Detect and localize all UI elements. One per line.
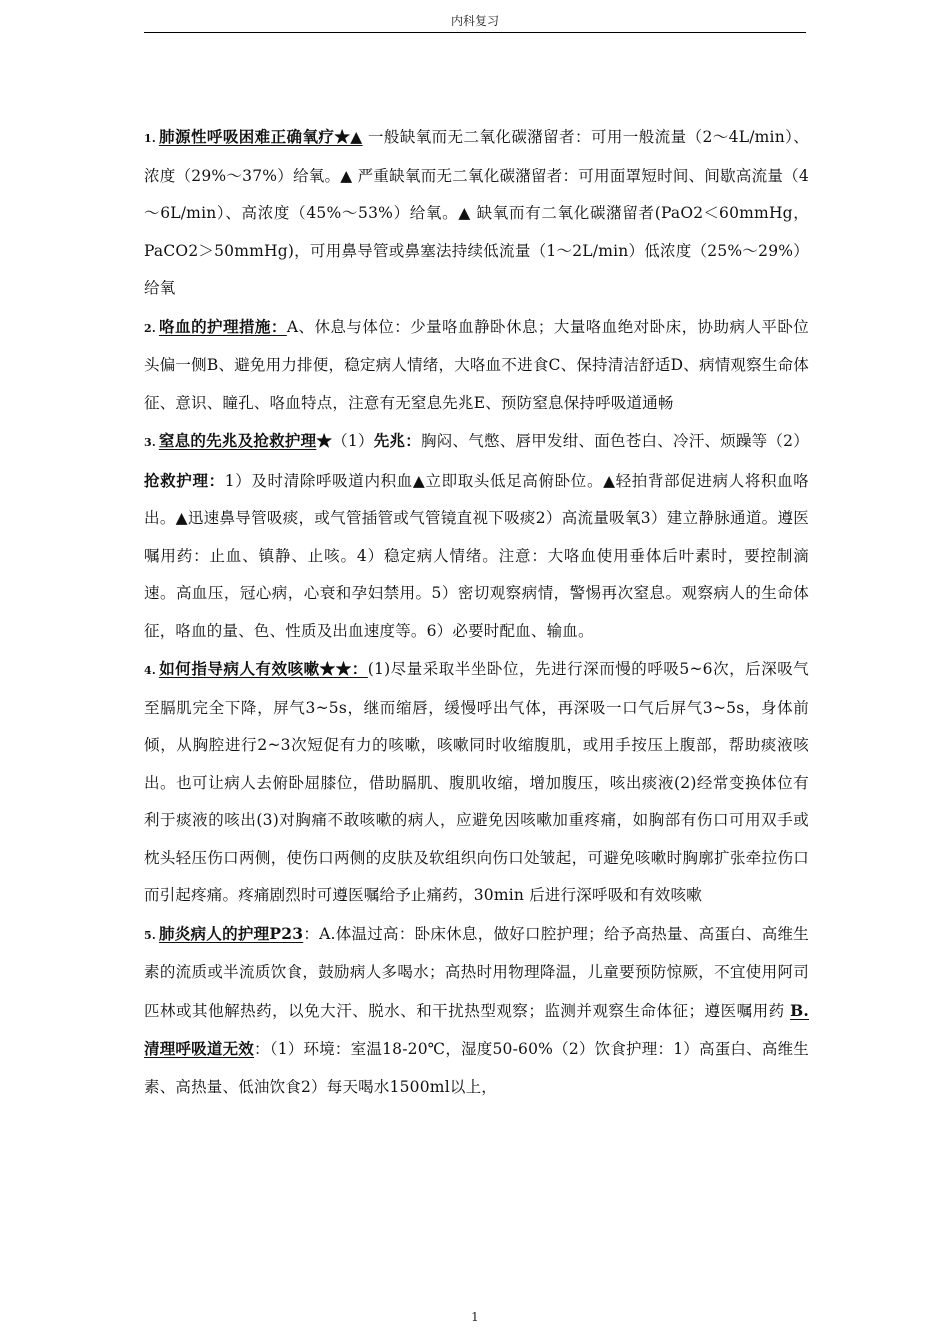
item-text: ：（1）环境：室温18-20℃，湿度50-60%（2）饮食护理：1）高蛋白、高维生素、高热量、低油饮食2）每天喝水1500ml以上， [144, 1040, 809, 1096]
page-number: 1 [471, 1310, 479, 1324]
list-item-5 [144, 915, 809, 1107]
item-text: 1）及时清除呼吸道内积血▲立即取头低足高俯卧位。▲轻拍背部促进病人将积血咯出。▲迅速鼻导管吸痰，或气管插管或气管镜直视下吸痰2）高流量吸氧3）建立静脉通道。遵医嘱用药：止血、镇静、止咳。4）稳定病人情绪。注意：大咯血使用垂体后叶素时，要控制滴速。高血压，冠心病，心衰和孕妇禁用。5）密切观察病情，警惕再次窒息。观察病人的生命体征，咯血的量、色、性质及出血速度等。6）必要时配血、输血。 [144, 471, 809, 640]
list-item-3 [144, 422, 809, 650]
list-item-2 [144, 308, 809, 423]
item-text: A、休息与体位：少量咯血静卧休息；大量咯血绝对卧床，协助病人平卧位头偏一侧B、避免用力排便，稳定病人情绪，大咯血不进食C、保持清洁舒适D、病情观察生命体征、意识、瞳孔、咯血特点，注意有无窒息先兆E、预防窒息保持呼吸道通畅 [144, 317, 809, 412]
item-text: (1)尽量采取半坐卧位，先进行深而慢的呼吸5~6次，后深吸气至膈肌完全下降，屏气3~5s，继而缩唇，缓慢呼出气体，再深吸一口气后屏气3~5s，身体前倾，从胸腔进行2~3次短促有力的咳嗽，咳嗽同时收缩腹肌，或用手按压上腹部，帮助痰液咳出。也可让病人去俯卧屈膝位，借助膈肌、腹肌收缩，增加腹压，咳出痰液(2)经常变换体位有利于痰液的咳出(3)对胸痛不敢咳嗽的病人，应避免因咳嗽加重疼痛，如胸部有伤口可用双手或枕头轻压伤口两侧，使伤口两侧的皮肤及软组织向伤口处皱起，可避免咳嗽时胸廓扩张牵拉伤口而引起疼痛。疼痛剧烈时可遵医嘱给予止痛药，30min 后进行深呼吸和有效咳嗽 [144, 660, 809, 904]
star-mark: ★ [316, 431, 333, 450]
item-heading: 咯血的护理措施： [158, 316, 287, 336]
item-text: （1） [332, 432, 374, 450]
page-header [144, 12, 806, 33]
list-item-1 [144, 118, 809, 308]
subheading: B. 清理呼吸道无效 [144, 1000, 809, 1058]
keyword-precursor: 先兆： [373, 431, 422, 450]
item-number: 1. [144, 132, 156, 145]
header-title: 内科复习 [450, 14, 499, 28]
item-number: 5. [144, 928, 156, 942]
document-body [144, 118, 809, 1106]
item-number: 3. [144, 436, 156, 449]
item-number: 2. [144, 321, 156, 335]
item-text: ：A.体温过高：卧床休息，做好口腔护理；给予高热量、高蛋白、高维生素的流质或半流质饮食，鼓励病人多喝水；高热时用物理降温，儿童要预防惊厥，不宜使用阿司匹林或其他解热药，以免大汗、脱水、和干扰热型观察；监测并观察生命体征；遵医嘱用药 [144, 924, 809, 1020]
item-heading: 肺炎病人的护理P23 [158, 923, 304, 943]
list-item-4 [144, 650, 809, 915]
item-heading: 窒息的先兆及抢救护理 [158, 431, 317, 450]
item-text: 一般缺氧而无二氧化碳潴留者：可用一般流量（2～4L/min）、浓度（29%～37%）给氧。▲ 严重缺氧而无二氧化碳潴留者：可用面罩短时间、间歇高流量（4～6L/min）、高浓度（45%～53%）给氧。▲ 缺氧而有二氧化碳潴留者(PaO2＜60mmHg，PaCO2＞50mmHg)，可用鼻导管或鼻塞法持续低流量（1～2L/min）低浓度（25%～29%）给氧 [144, 128, 809, 297]
keyword-rescue: 抢救护理： [144, 470, 225, 490]
item-heading: 肺源性呼吸困难正确氧疗★▲ [158, 127, 363, 146]
item-number: 4. [144, 664, 156, 677]
item-heading: 如何指导病人有效咳嗽★★： [158, 659, 368, 678]
item-text: 胸闷、气憋、唇甲发绀、面色苍白、冷汗、烦躁等（2） [421, 432, 809, 450]
